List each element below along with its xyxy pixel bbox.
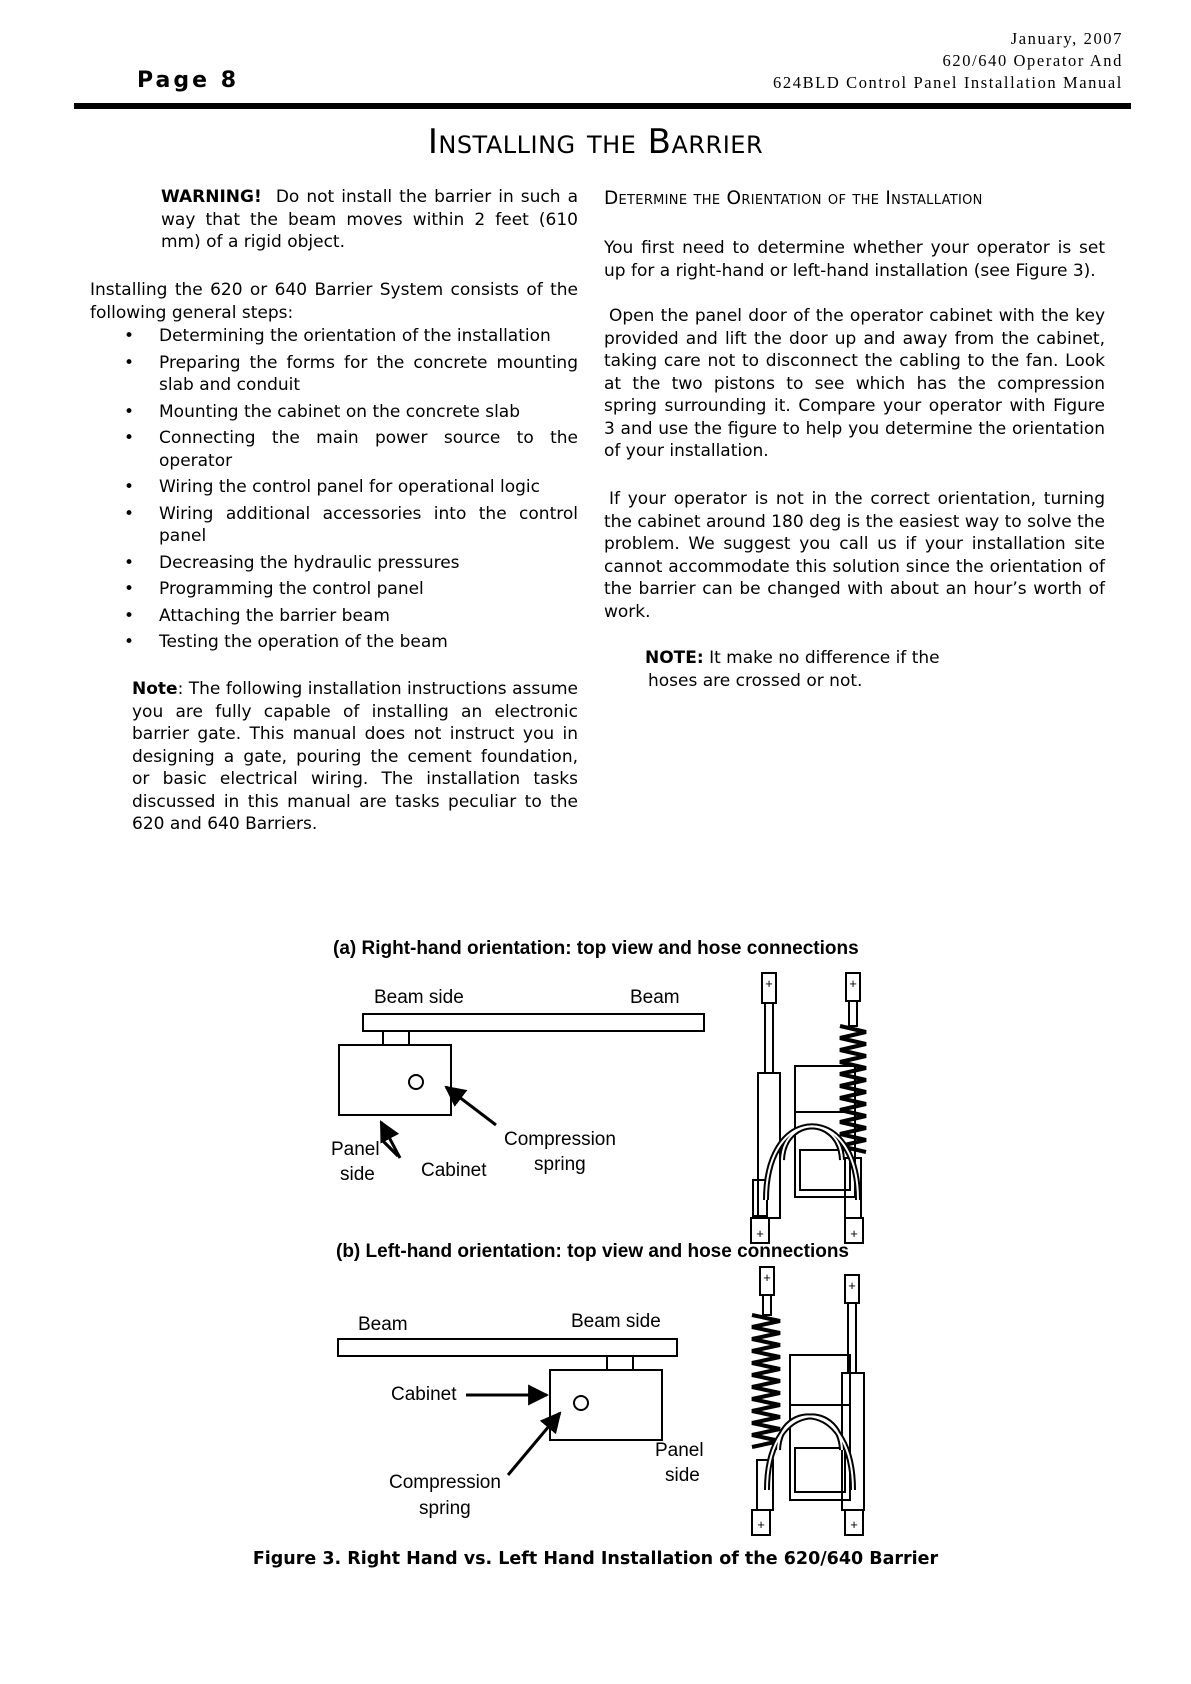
hoses-note-line2: hoses are crossed or not. <box>648 670 863 691</box>
label-compression: Compression <box>504 1129 616 1150</box>
beam-mount <box>383 1031 409 1045</box>
figure-b-top-view <box>338 1311 704 1519</box>
cabinet-shape <box>550 1370 662 1440</box>
figure-caption: Figure 3. Right Hand vs. Left Hand Installation of the 620/640 Barrier <box>252 1549 939 1569</box>
bullet-icon: • <box>124 632 135 652</box>
bullet-icon: • <box>124 326 135 346</box>
bullet-icon: • <box>124 428 135 448</box>
list-item: • Wiring additional accessories into the control panel <box>124 503 578 546</box>
compression-arrow <box>508 1413 560 1475</box>
bullet-icon: • <box>124 605 135 626</box>
figure-a-title: (a) Right-hand orientation: top view and hose connections <box>333 938 859 959</box>
svg-text:+: + <box>757 1517 765 1532</box>
page-number: Page 8 <box>137 68 240 93</box>
compression-arrow <box>446 1087 496 1125</box>
label-beam-side: Beam side <box>571 1311 661 1332</box>
note-label: Note <box>132 679 178 699</box>
label-beam: Beam <box>630 987 680 1008</box>
intro-paragraph: Installing the 620 or 640 Barrier System consists of the following general steps: <box>90 280 578 323</box>
svg-text:+: + <box>850 1226 858 1241</box>
label-panel: Panel <box>331 1139 380 1160</box>
label-beam-side: Beam side <box>374 987 464 1008</box>
orientation-paragraph-1: You first need to determine whether your operator is set up for a right-hand or left-hand installation (see Figure 3). <box>604 238 1105 281</box>
beam-mount <box>607 1356 633 1370</box>
list-item: • Attaching the barrier beam <box>124 605 390 626</box>
label-cabinet: Cabinet <box>391 1384 457 1405</box>
beam-shape <box>338 1339 677 1356</box>
label-compression: Compression <box>389 1472 501 1493</box>
list-item: • Wiring the control panel for operational logic <box>124 477 540 497</box>
note-text: : The following installation instructions assume you are fully capable of installing an electronic barrier gate. This manual does not instruct you in designing a gate, pouring the cement foundation, or basic electrical wiring. The installation tasks discussed in this manual are tasks peculiar to the 620 and 640 Barriers. <box>132 679 578 834</box>
figure-b-hose-drawing <box>752 1267 864 1535</box>
compression-spring-icon <box>752 1315 780 1447</box>
svg-text:+: + <box>763 1270 771 1285</box>
list-item: • Programming the control panel <box>124 579 424 599</box>
list-item: • Connecting the main power source to the operator <box>124 428 578 471</box>
beam-shape <box>363 1014 704 1031</box>
svg-text:+: + <box>850 1517 858 1532</box>
figure-b-title: (b) Left-hand orientation: top view and hose connections <box>336 1241 849 1262</box>
header-date: January, 2007 <box>1010 29 1123 48</box>
list-item: • Testing the operation of the beam <box>124 632 448 652</box>
list-item: • Decreasing the hydraulic pressures <box>124 552 460 573</box>
list-item: • Mounting the cabinet on the concrete slab <box>124 401 521 422</box>
figure-a-hose-drawing <box>751 973 866 1243</box>
bullet-icon: • <box>124 477 135 497</box>
list-item: • Preparing the forms for the concrete mounting slab and conduit <box>124 352 578 395</box>
bullet-icon: • <box>124 401 135 422</box>
warning-text: Do not install the barrier in such a way that the beam moves within 2 feet (610 mm) of a rigid object. <box>161 187 578 252</box>
figure-a-top-view <box>331 987 704 1185</box>
label-side: side <box>665 1465 700 1486</box>
cabinet-shape <box>339 1045 451 1115</box>
svg-text:+: + <box>849 976 857 991</box>
header-manual-line2: 624BLD Control Panel Installation Manual <box>773 73 1123 92</box>
bullet-icon: • <box>124 352 135 373</box>
piston-circle <box>409 1075 423 1089</box>
bullet-icon: • <box>124 503 135 524</box>
hose <box>766 1126 842 1200</box>
piston-circle <box>574 1396 588 1410</box>
orientation-paragraph-3: If your operator is not in the correct orientation, turning the cabinet around 180 deg is the easiest way to solve the problem. We suggest you call us if your installation site cannot accommodate this solution since the orientation of the barrier can be changed with about an hour’s worth of work. <box>604 489 1105 622</box>
list-item: • Determining the orientation of the installation <box>124 326 551 346</box>
label-spring: spring <box>419 1498 471 1519</box>
svg-text:+: + <box>765 976 773 991</box>
svg-text:+: + <box>848 1278 856 1293</box>
bullet-icon: • <box>124 552 135 573</box>
orientation-paragraph-2: Open the panel door of the operator cabinet with the key provided and lift the door up and away from the cabinet, taking care not to disconnect the cabling to the fan. Look at the two pistons to see which has the compression spring surrounding it. Compare your operator with Figure 3 and use the figure to help you determine the orientation of your installation. <box>604 306 1105 461</box>
bullet-icon: • <box>124 579 135 599</box>
warning-label: WARNING! <box>161 187 262 207</box>
header-manual-line1: 620/640 Operator And <box>942 51 1123 70</box>
label-spring: spring <box>534 1154 586 1175</box>
label-cabinet: Cabinet <box>421 1160 487 1181</box>
hoses-note-label: NOTE: <box>645 648 704 668</box>
page-title: Installing the Barrier <box>427 122 764 162</box>
svg-text:+: + <box>756 1226 764 1241</box>
compression-spring-icon <box>840 1026 866 1152</box>
label-beam: Beam <box>358 1314 408 1335</box>
hoses-note-line1: It make no difference if the <box>709 648 940 668</box>
label-side: side <box>340 1164 375 1185</box>
label-panel: Panel <box>655 1440 704 1461</box>
section-heading: Determine the Orientation of the Installation <box>604 188 983 209</box>
